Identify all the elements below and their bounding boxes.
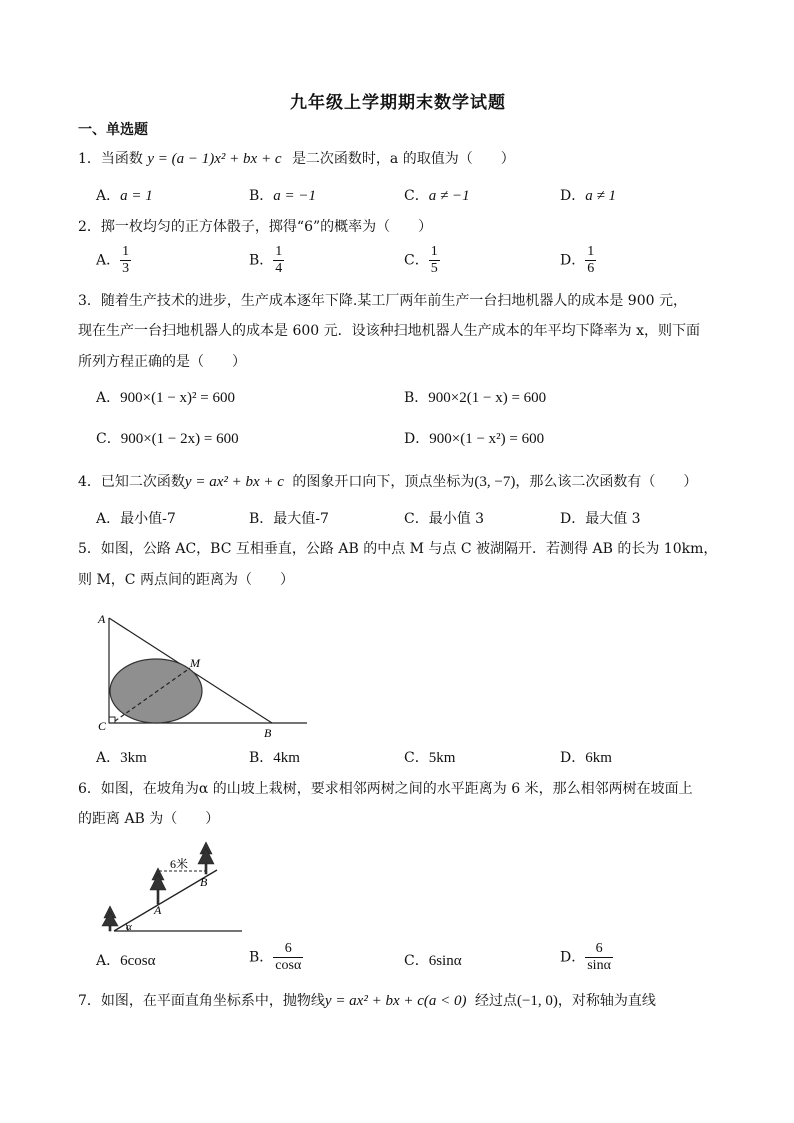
lake-shape bbox=[110, 659, 202, 723]
question-7: 7．如图，在平面直角坐标系中，抛物线y = ax² + bx + c(a < 0) 经过点(−1, 0)，对称轴为直线 bbox=[78, 993, 656, 1009]
distance-label: 6米 bbox=[170, 857, 189, 871]
q2-option-b: B． $\frac{1}{4}$ bbox=[249, 244, 283, 276]
question-5-line-2: 则 M，C 两点间的距离为（ ） bbox=[78, 572, 294, 588]
q1-function: y = (a − 1)x² + bx + c bbox=[147, 151, 282, 167]
q2-option-d: D． $\frac{1}{6}$ bbox=[560, 244, 595, 276]
label-m: M bbox=[190, 656, 200, 670]
q1-prefix: 1．当函数 bbox=[78, 151, 143, 167]
tree-icon bbox=[102, 906, 118, 931]
q5-figure bbox=[92, 604, 317, 742]
question-2: 2．掷一枚均匀的正方体骰子，掷得“6”的概率为（ ） bbox=[78, 219, 433, 235]
q4-option-c: C．最小值 3 bbox=[404, 511, 485, 527]
tree-icon bbox=[198, 842, 214, 874]
q4-option-b: B．最大值-7 bbox=[249, 511, 329, 527]
q4-function: y = ax² + bx + c bbox=[184, 474, 284, 490]
page-title: 九年级上学期期末数学试题 bbox=[290, 93, 506, 113]
label-b: B bbox=[200, 875, 208, 889]
label-b: B bbox=[264, 726, 272, 740]
q1-option-d: D．a ≠ 1 bbox=[560, 188, 616, 204]
label-c: C bbox=[98, 719, 107, 733]
q6-option-b: B． $\frac{6}{\cos\alpha}$ bbox=[249, 941, 302, 973]
q4-option-a: A．最小值-7 bbox=[96, 511, 176, 527]
section-heading: 一、单选题 bbox=[78, 122, 148, 138]
q3-option-b: B．900×2(1 − x) = 600 bbox=[404, 390, 547, 406]
q2-option-c: C． $\frac{1}{5}$ bbox=[404, 244, 438, 276]
q6-option-a: A．6cosα bbox=[96, 953, 156, 969]
q6-figure bbox=[96, 838, 246, 936]
q3-option-a: A．900×(1 − x)² = 600 bbox=[96, 390, 235, 406]
q4-option-d: D．最大值 3 bbox=[560, 511, 641, 527]
q1-suffix: 是二次函数时，a 的取值为（ ） bbox=[291, 151, 515, 167]
question-6-line-2: 的距离 AB 为（ ） bbox=[78, 811, 220, 827]
q2-option-a: A． $\frac{1}{3}$ bbox=[96, 244, 130, 276]
label-alpha: α bbox=[126, 921, 132, 933]
q4-vertex: (3, −7) bbox=[474, 474, 516, 490]
q1-option-b: B．a = −1 bbox=[249, 188, 317, 204]
question-3-line-3: 所列方程正确的是（ ） bbox=[78, 354, 246, 370]
question-1 bbox=[78, 150, 515, 168]
label-a: A bbox=[154, 903, 162, 917]
q6-option-c: C．6sinα bbox=[404, 953, 462, 969]
tree-icon bbox=[150, 868, 166, 904]
question-4: 4．已知二次函数y = ax² + bx + c 的图象开口向下，顶点坐标为(3, −7)，那么该二次函数有（ ） bbox=[78, 474, 698, 490]
q1-option-c: C．a ≠ −1 bbox=[404, 188, 470, 204]
question-6-line-1: 6．如图，在坡角为α 的山坡上栽树，要求相邻两树之间的水平距离为 6 米，那么相邻两树在坡面上 bbox=[78, 781, 693, 797]
question-3-line-1: 3．随着生产技术的进步，生产成本逐年下降.某工厂两年前生产一台扫地机器人的成本是 900 元， bbox=[78, 293, 687, 309]
q3-option-c: C．900×(1 − 2x) = 600 bbox=[96, 431, 239, 447]
label-a: A bbox=[98, 612, 106, 626]
question-5-line-1: 5．如图，公路 AC，BC 互相垂直，公路 AB 的中点 M 与点 C 被湖隔开．若测得 AB 的长为 10km， bbox=[78, 541, 718, 557]
q1-option-a: A．a = 1 bbox=[96, 188, 153, 204]
q5-option-b: B．4km bbox=[249, 750, 300, 766]
q6-option-d: D． $\frac{6}{\sin\alpha}$ bbox=[560, 941, 611, 973]
q7-function: y = ax² + bx + c(a < 0) bbox=[324, 993, 467, 1009]
q5-option-a: A．3km bbox=[96, 750, 147, 766]
q5-option-d: D．6km bbox=[560, 750, 612, 766]
q7-point: (−1, 0) bbox=[516, 993, 558, 1009]
q5-option-c: C．5km bbox=[404, 750, 456, 766]
question-3-line-2: 现在生产一台扫地机器人的成本是 600 元．设该种扫地机器人生产成本的年平均下降率为 x，则下面 bbox=[78, 323, 700, 339]
q3-option-d: D．900×(1 − x²) = 600 bbox=[404, 431, 545, 447]
